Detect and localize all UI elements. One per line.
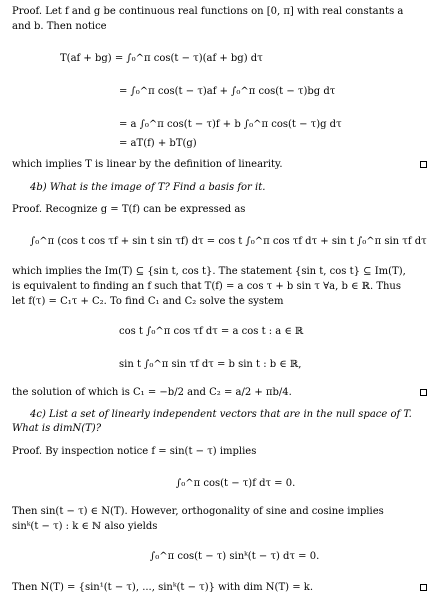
null-space-argument-line-2: sinᵏ(t − τ) : k ∈ ℕ also yields: [12, 521, 158, 532]
proof-intro-line-1: Proof. Let f and g be continuous real functions on [0, π] with real constants a: [12, 6, 404, 17]
question-4b: 4b) What is the image of T? Find a basis for it.: [30, 182, 266, 193]
null-space-equation: ∫₀^π cos(t − τ)f dτ = 0.: [176, 478, 296, 489]
null-space-conclusion: Then N(T) = {sin¹(t − τ), ..., sinᵏ(t − τ)} with dim N(T) = k.: [12, 582, 313, 593]
qed-box: [420, 389, 427, 396]
linearity-conclusion: which implies T is linear by the definition of linearity.: [12, 159, 283, 170]
linearity-equation-line-1: T(af + bg) = ∫₀^π cos(t − τ)(af + bg) dτ: [60, 53, 263, 64]
orthogonality-equation: ∫₀^π cos(t − τ) sinᵏ(t − τ) dτ = 0.: [150, 551, 320, 562]
system-equation-sin: sin t ∫₀^π sin τf dτ = b sin t : b ∈ ℝ,: [119, 359, 302, 370]
qed-box: [420, 161, 427, 168]
system-solution: the solution of which is C₁ = −b/2 and C₂ = a/2 + πb/4.: [12, 387, 292, 398]
null-space-proof-intro: Proof. By inspection notice f = sin(t − τ) implies: [12, 446, 257, 457]
image-argument-line-2: is equivalent to finding an f such that T(f) = a cos τ + b sin τ ∀a, b ∈ ℝ. Thus: [12, 281, 402, 292]
proof-intro-line-2: and b. Then notice: [12, 21, 107, 32]
qed-box: [420, 584, 427, 591]
proof-image-intro: Proof. Recognize g = T(f) can be expressed as: [12, 204, 246, 215]
system-equation-cos: cos t ∫₀^π cos τf dτ = a cos t : a ∈ ℝ: [119, 326, 304, 337]
null-space-argument-line-1: Then sin(t − τ) ∈ N(T). However, orthogonality of sine and cosine implies: [12, 506, 384, 517]
image-expansion-equation: ∫₀^π (cos t cos τf + sin t sin τf) dτ = cos t ∫₀^π cos τf dτ + sin t ∫₀^π sin τf dτ: [30, 236, 427, 247]
linearity-equation-line-3: = a ∫₀^π cos(t − τ)f + b ∫₀^π cos(t − τ)g dτ: [119, 119, 342, 130]
linearity-equation-line-2: = ∫₀^π cos(t − τ)af + ∫₀^π cos(t − τ)bg dτ: [119, 86, 336, 97]
linearity-equation-line-4: = aT(f) + bT(g): [119, 138, 197, 149]
image-argument-line-1: which implies the Im(T) ⊆ {sin t, cos t}. The statement {sin t, cos t} ⊆ Im(T),: [12, 266, 406, 277]
image-argument-line-3: let f(τ) = C₁τ + C₂. To find C₁ and C₂ solve the system: [12, 296, 284, 307]
question-4c-line-2: What is dimN(T)?: [12, 423, 102, 434]
question-4c-line-1: 4c) List a set of linearly independent vectors that are in the null space of T.: [30, 409, 412, 420]
